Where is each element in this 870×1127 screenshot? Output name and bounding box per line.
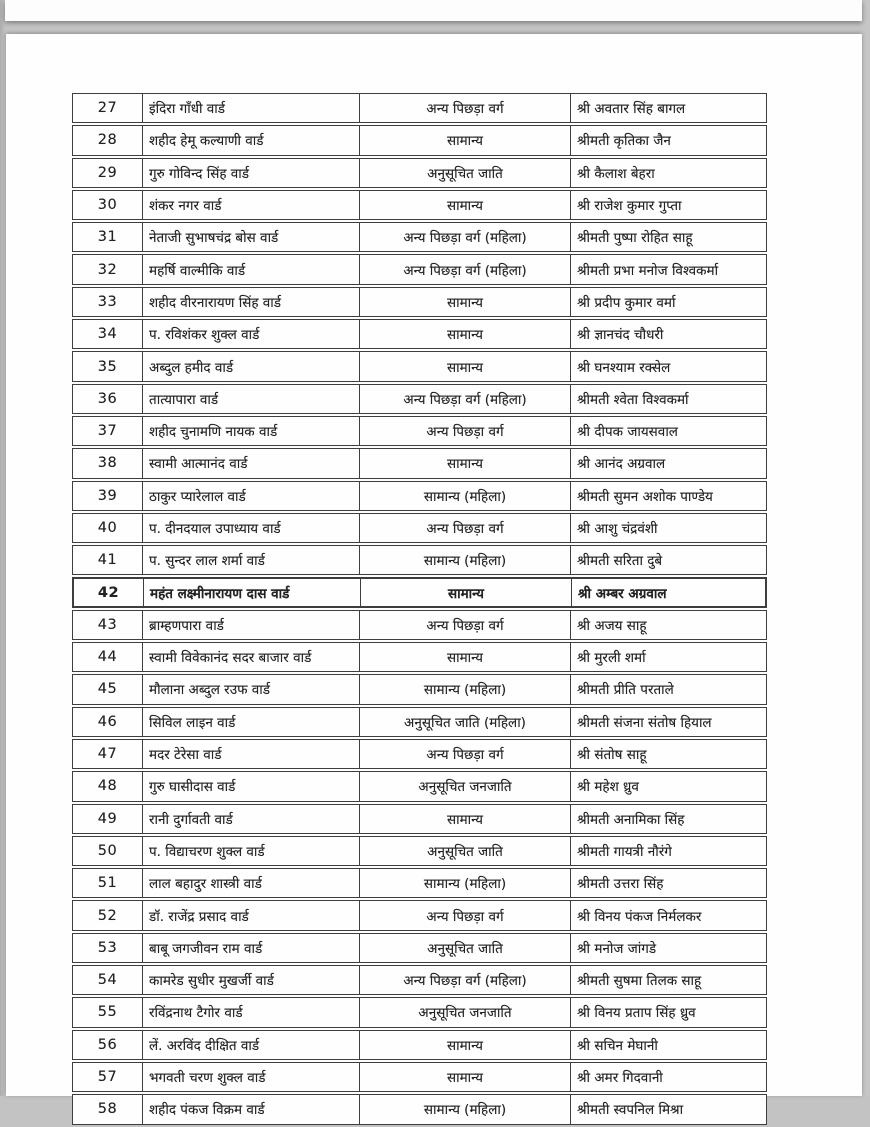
ward-number-cell: 45 — [73, 675, 143, 703]
category-cell: सामान्य (महिला) — [360, 1095, 571, 1123]
councillor-name-cell: श्री अम्बर अग्रवाल — [578, 585, 667, 602]
ward-number-cell: 44 — [73, 643, 143, 671]
category-cell: सामान्य — [360, 191, 571, 219]
table-row — [72, 254, 767, 284]
table-row — [72, 965, 767, 995]
ward-number-cell: 46 — [73, 708, 143, 736]
ward-number-cell: 43 — [73, 611, 143, 639]
councillor-name-cell: श्री कैलाश बेहरा — [577, 165, 655, 182]
ward-name-cell: बाबू जगजीवन राम वार्ड — [143, 934, 360, 962]
ward-name-cell: सिविल लाइन वार्ड — [143, 708, 360, 736]
table-row — [72, 610, 767, 640]
ward-number-cell: 58 — [73, 1095, 143, 1123]
ward-name-cell: लाल बहादुर शास्त्री वार्ड — [143, 869, 360, 897]
councillor-name-cell: श्री अमर गिदवानी — [577, 1070, 663, 1087]
table-row — [72, 771, 767, 801]
ward-number-cell: 34 — [73, 320, 143, 348]
councillor-name-cell: श्री दीपक जायसवाल — [577, 424, 678, 441]
ward-name-cell: गुरु गोविन्द सिंह वार्ड — [143, 159, 360, 187]
ward-name-cell: ठाकुर प्यारेलाल वार्ड — [143, 482, 360, 510]
councillor-name-cell: श्री घनश्याम रक्सेल — [577, 359, 671, 376]
ward-number-cell: 51 — [73, 869, 143, 897]
councillor-name-cell: श्रीमती प्रीति परताले — [577, 682, 674, 699]
table-row — [72, 997, 767, 1027]
ward-name-cell: शहीद चुनामणि नायक वार्ड — [143, 417, 360, 445]
category-cell: अन्य पिछड़ा वर्ग (महिला) — [360, 255, 571, 283]
table-row — [72, 351, 767, 381]
ward-number-cell: 56 — [73, 1031, 143, 1059]
ward-number-cell: 40 — [73, 514, 143, 542]
table-row — [72, 93, 767, 123]
ward-name-cell: शंकर नगर वार्ड — [143, 191, 360, 219]
table-row — [72, 707, 767, 737]
ward-number-cell: 41 — [73, 546, 143, 574]
ward-number-cell: 28 — [73, 126, 143, 154]
scanned-page — [6, 34, 862, 1119]
category-cell: सामान्य (महिला) — [360, 675, 571, 703]
ward-number-cell: 48 — [73, 772, 143, 800]
ward-number-cell: 37 — [73, 417, 143, 445]
category-cell: अन्य पिछड़ा वर्ग (महिला) — [360, 385, 571, 413]
ward-name-cell: प. रविशंकर शुक्ल वार्ड — [143, 320, 360, 348]
category-cell: सामान्य — [360, 126, 571, 154]
table-row — [72, 319, 767, 349]
ward-name-cell: अब्दुल हमीद वार्ड — [143, 352, 360, 380]
ward-number-cell: 49 — [73, 805, 143, 833]
ward-name-cell: स्वामी विवेकानंद सदर बाजार वार्ड — [143, 643, 360, 671]
councillor-name-cell: श्री आशु चंद्रवंशी — [577, 521, 658, 537]
category-cell: अनुसूचित जाति (महिला) — [360, 708, 571, 736]
category-cell: सामान्य — [361, 579, 572, 605]
ward-name-cell: ब्राम्हणपारा वार्ड — [143, 611, 360, 639]
councillor-name-cell: श्री संतोष साहू — [577, 747, 647, 764]
table-row — [72, 190, 767, 220]
councillor-name-cell: श्रीमती प्रभा मनोज विश्वकर्मा — [577, 262, 719, 279]
ward-name-cell: इंदिरा गाँधी वार्ड — [143, 94, 360, 122]
councillor-name-cell: श्रीमती सरिता दुबे — [577, 553, 663, 570]
category-cell: अन्य पिछड़ा वर्ग — [360, 901, 571, 929]
councillor-name-cell: श्रीमती कृतिका जैन — [577, 133, 671, 150]
ward-name-cell: रविंद्रनाथ टैगोर वार्ड — [143, 998, 360, 1026]
category-cell: सामान्य — [360, 1031, 571, 1059]
table-row — [72, 448, 767, 478]
ward-number-cell: 54 — [73, 966, 143, 994]
councillor-name-cell: श्रीमती सुषमा तिलक साहू — [577, 973, 702, 990]
ward-number-cell: 53 — [73, 934, 143, 962]
table-row — [72, 416, 767, 446]
table-row — [72, 384, 767, 414]
ward-number-cell: 38 — [73, 449, 143, 477]
table-row — [72, 836, 767, 866]
ward-name-cell: शहीद हेमू कल्याणी वार्ड — [143, 126, 360, 154]
ward-name-cell: शहीद पंकज विक्रम वार्ड — [143, 1095, 360, 1123]
ward-number-cell: 57 — [73, 1063, 143, 1091]
councillor-name-cell: श्री महेश ध्रुव — [577, 779, 639, 796]
ward-name-cell: प. दीनदयाल उपाध्याय वार्ड — [143, 514, 360, 542]
category-cell: अन्य पिछड़ा वर्ग — [360, 514, 571, 542]
ward-table — [72, 93, 767, 1127]
table-row — [72, 642, 767, 672]
table-row — [72, 222, 767, 252]
councillor-name-cell: श्री मनोज जांगडे — [577, 940, 657, 957]
councillor-name-cell: श्री राजेश कुमार गुप्ता — [577, 198, 682, 215]
councillor-name-cell: श्रीमती संजना संतोष हियाल — [577, 714, 712, 731]
ward-number-cell: 39 — [73, 482, 143, 510]
councillor-name-cell: श्री प्रदीप कुमार वर्मा — [577, 294, 676, 311]
ward-name-cell: मदर टेरेसा वार्ड — [143, 740, 360, 768]
ward-number-cell: 27 — [73, 94, 143, 122]
category-cell: अनुसूचित जनजाति — [360, 772, 571, 800]
category-cell: सामान्य — [360, 352, 571, 380]
ward-number-cell: 29 — [73, 159, 143, 187]
table-row — [72, 545, 767, 575]
table-row — [72, 1030, 767, 1060]
councillor-name-cell: श्रीमती अनामिका सिंह — [577, 811, 685, 828]
ward-name-cell: नेताजी सुभाषचंद्र बोस वार्ड — [143, 223, 360, 251]
category-cell: सामान्य (महिला) — [360, 546, 571, 574]
councillor-name-cell: श्री विनय पंकज निर्मलकर — [577, 908, 702, 925]
ward-number-cell: 55 — [73, 998, 143, 1026]
councillor-name-cell: श्री सचिन मेघानी — [577, 1037, 658, 1054]
previous-page-edge — [5, 0, 862, 21]
ward-name-cell: रानी दुर्गावती वार्ड — [143, 805, 360, 833]
table-row — [72, 287, 767, 317]
ward-number-cell: 42 — [74, 579, 144, 605]
ward-number-cell: 50 — [73, 837, 143, 865]
table-row — [72, 868, 767, 898]
table-row — [72, 577, 767, 607]
table-row — [72, 513, 767, 543]
table-row — [72, 804, 767, 834]
councillor-name-cell: श्री अवतार सिंह बागल — [577, 101, 686, 118]
table-row — [72, 158, 767, 188]
councillor-name-cell: श्री आनंद अग्रवाल — [577, 456, 666, 473]
ward-number-cell: 30 — [73, 191, 143, 219]
category-cell: अनुसूचित जाति — [360, 837, 571, 865]
councillor-name-cell: श्रीमती गायत्री नौरंगे — [577, 843, 672, 860]
ward-number-cell: 52 — [73, 901, 143, 929]
councillor-name-cell: श्रीमती सुमन अशोक पाण्डेय — [577, 488, 713, 505]
table-row — [72, 1062, 767, 1092]
category-cell: सामान्य (महिला) — [360, 869, 571, 897]
ward-name-cell: महंत लक्ष्मीनारायण दास वार्ड — [144, 579, 361, 605]
category-cell: अन्य पिछड़ा वर्ग — [360, 94, 571, 122]
table-row — [72, 674, 767, 704]
category-cell: अनुसूचित जाति — [360, 159, 571, 187]
ward-name-cell: कामरेड सुधीर मुखर्जी वार्ड — [143, 966, 360, 994]
ward-number-cell: 32 — [73, 255, 143, 283]
ward-number-cell: 47 — [73, 740, 143, 768]
category-cell: सामान्य — [360, 449, 571, 477]
councillor-name-cell: श्री अजय साहू — [577, 617, 647, 634]
councillor-name-cell: श्री ज्ञानचंद चौधरी — [577, 327, 664, 344]
category-cell: सामान्य — [360, 320, 571, 348]
councillor-name-cell: श्रीमती उत्तरा सिंह — [577, 876, 664, 893]
category-cell: अन्य पिछड़ा वर्ग — [360, 417, 571, 445]
councillor-name-cell: श्रीमती पुष्पा रोहित साहू — [577, 230, 693, 247]
ward-number-cell: 36 — [73, 385, 143, 413]
ward-name-cell: प. विद्याचरण शुक्ल वार्ड — [143, 837, 360, 865]
councillor-name-cell: श्रीमती श्वेता विश्वकर्मा — [577, 391, 689, 408]
category-cell: अनुसूचित जाति — [360, 934, 571, 962]
ward-name-cell: शहीद वीरनारायण सिंह वार्ड — [143, 288, 360, 316]
category-cell: अन्य पिछड़ा वर्ग (महिला) — [360, 223, 571, 251]
table-row — [72, 1094, 767, 1124]
category-cell: सामान्य — [360, 805, 571, 833]
ward-name-cell: प. सुन्दर लाल शर्मा वार्ड — [143, 546, 360, 574]
councillor-name-cell: श्रीमती स्वपनिल मिश्रा — [577, 1102, 684, 1119]
ward-number-cell: 35 — [73, 352, 143, 380]
ward-name-cell: गुरु घासीदास वार्ड — [143, 772, 360, 800]
table-row — [72, 933, 767, 963]
ward-name-cell: मौलाना अब्दुल रउफ वार्ड — [143, 675, 360, 703]
ward-number-cell: 33 — [73, 288, 143, 316]
category-cell: अन्य पिछड़ा वर्ग — [360, 740, 571, 768]
ward-name-cell: तात्यापारा वार्ड — [143, 385, 360, 413]
ward-name-cell: लें. अरविंद दीक्षित वार्ड — [143, 1031, 360, 1059]
category-cell: सामान्य — [360, 288, 571, 316]
ward-number-cell: 31 — [73, 223, 143, 251]
ward-name-cell: डॉ. राजेंद्र प्रसाद वार्ड — [143, 901, 360, 929]
category-cell: अनुसूचित जनजाति — [360, 998, 571, 1026]
councillor-name-cell: श्री मुरली शर्मा — [577, 650, 646, 667]
table-row — [72, 900, 767, 930]
councillor-name-cell: श्री विनय प्रताप सिंह ध्रुव — [577, 1005, 696, 1022]
category-cell: सामान्य — [360, 643, 571, 671]
table-row — [72, 739, 767, 769]
ward-name-cell: स्वामी आत्मानंद वार्ड — [143, 449, 360, 477]
category-cell: सामान्य (महिला) — [360, 482, 571, 510]
table-row — [72, 125, 767, 155]
table-row — [72, 481, 767, 511]
category-cell: सामान्य — [360, 1063, 571, 1091]
category-cell: अन्य पिछड़ा वर्ग — [360, 611, 571, 639]
ward-name-cell: भगवती चरण शुक्ल वार्ड — [143, 1063, 360, 1091]
ward-name-cell: महर्षि वाल्मीकि वार्ड — [143, 255, 360, 283]
category-cell: अन्य पिछड़ा वर्ग (महिला) — [360, 966, 571, 994]
